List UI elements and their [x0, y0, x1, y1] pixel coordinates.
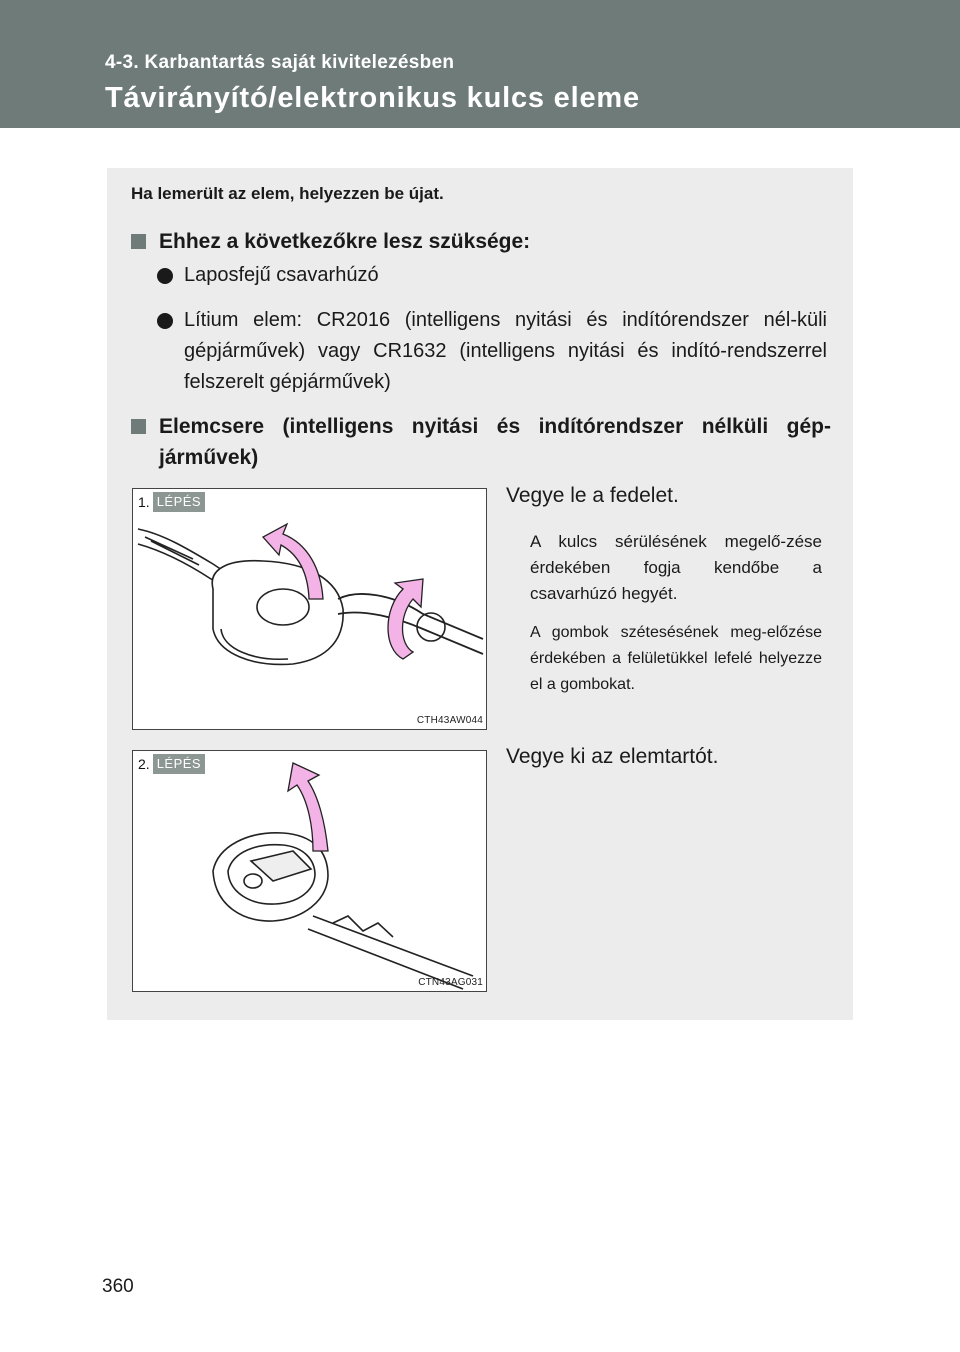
list-item: Laposfejű csavarhúzó	[157, 260, 827, 291]
step-2-instruction: Vegye ki az elemtartót.	[506, 745, 719, 768]
figure-code: CTN43AG031	[418, 977, 483, 988]
step-1-figure	[132, 488, 487, 730]
step-1-instruction: Vegye le a fedelet.	[506, 484, 679, 507]
battery-holder-removal-illustration	[133, 751, 486, 991]
step-2-badge: 2. LÉPÉS	[133, 754, 205, 774]
step-1-note: A kulcs sérülésének megelő-zése érdekében fogja kendőbe a csavarhúzó hegyét.	[530, 532, 822, 603]
list-item: Lítium elem: CR2016 (intelligens nyitási és indítórendszer nél-küli gépjárművek) vagy CR1632 (intelligens nyitási és indító-rendszerrel felszerelt gépjárművek)	[157, 305, 827, 398]
step-2-figure	[132, 750, 487, 992]
step-1-badge: 1. LÉPÉS	[133, 492, 205, 512]
key-cover-removal-illustration	[133, 489, 486, 729]
round-bullet-icon	[157, 268, 173, 284]
page-title: Távirányító/elektronikus kulcs eleme	[105, 82, 640, 114]
intro-text: Ha lemerült az elem, helyezzen be újat.	[131, 184, 444, 203]
figure-code: CTH43AW044	[416, 715, 483, 726]
square-bullet-icon	[131, 419, 146, 434]
section-label: 4-3. Karbantartás saját kivitelezésben	[105, 52, 455, 73]
page-header	[0, 0, 960, 128]
round-bullet-icon	[157, 313, 173, 329]
step-1-note: A gombok szétesésének meg-előzése érdekében a felületükkel lefelé helyezze el a gombokat.	[530, 624, 822, 693]
replacement-heading: Elemcsere (intelligens nyitási és indítórendszer nélküli gép-járművek)	[131, 411, 831, 473]
page-number: 360	[102, 1276, 134, 1297]
square-bullet-icon	[131, 234, 146, 249]
needs-heading: Ehhez a következőkre lesz szüksége:	[131, 226, 530, 257]
